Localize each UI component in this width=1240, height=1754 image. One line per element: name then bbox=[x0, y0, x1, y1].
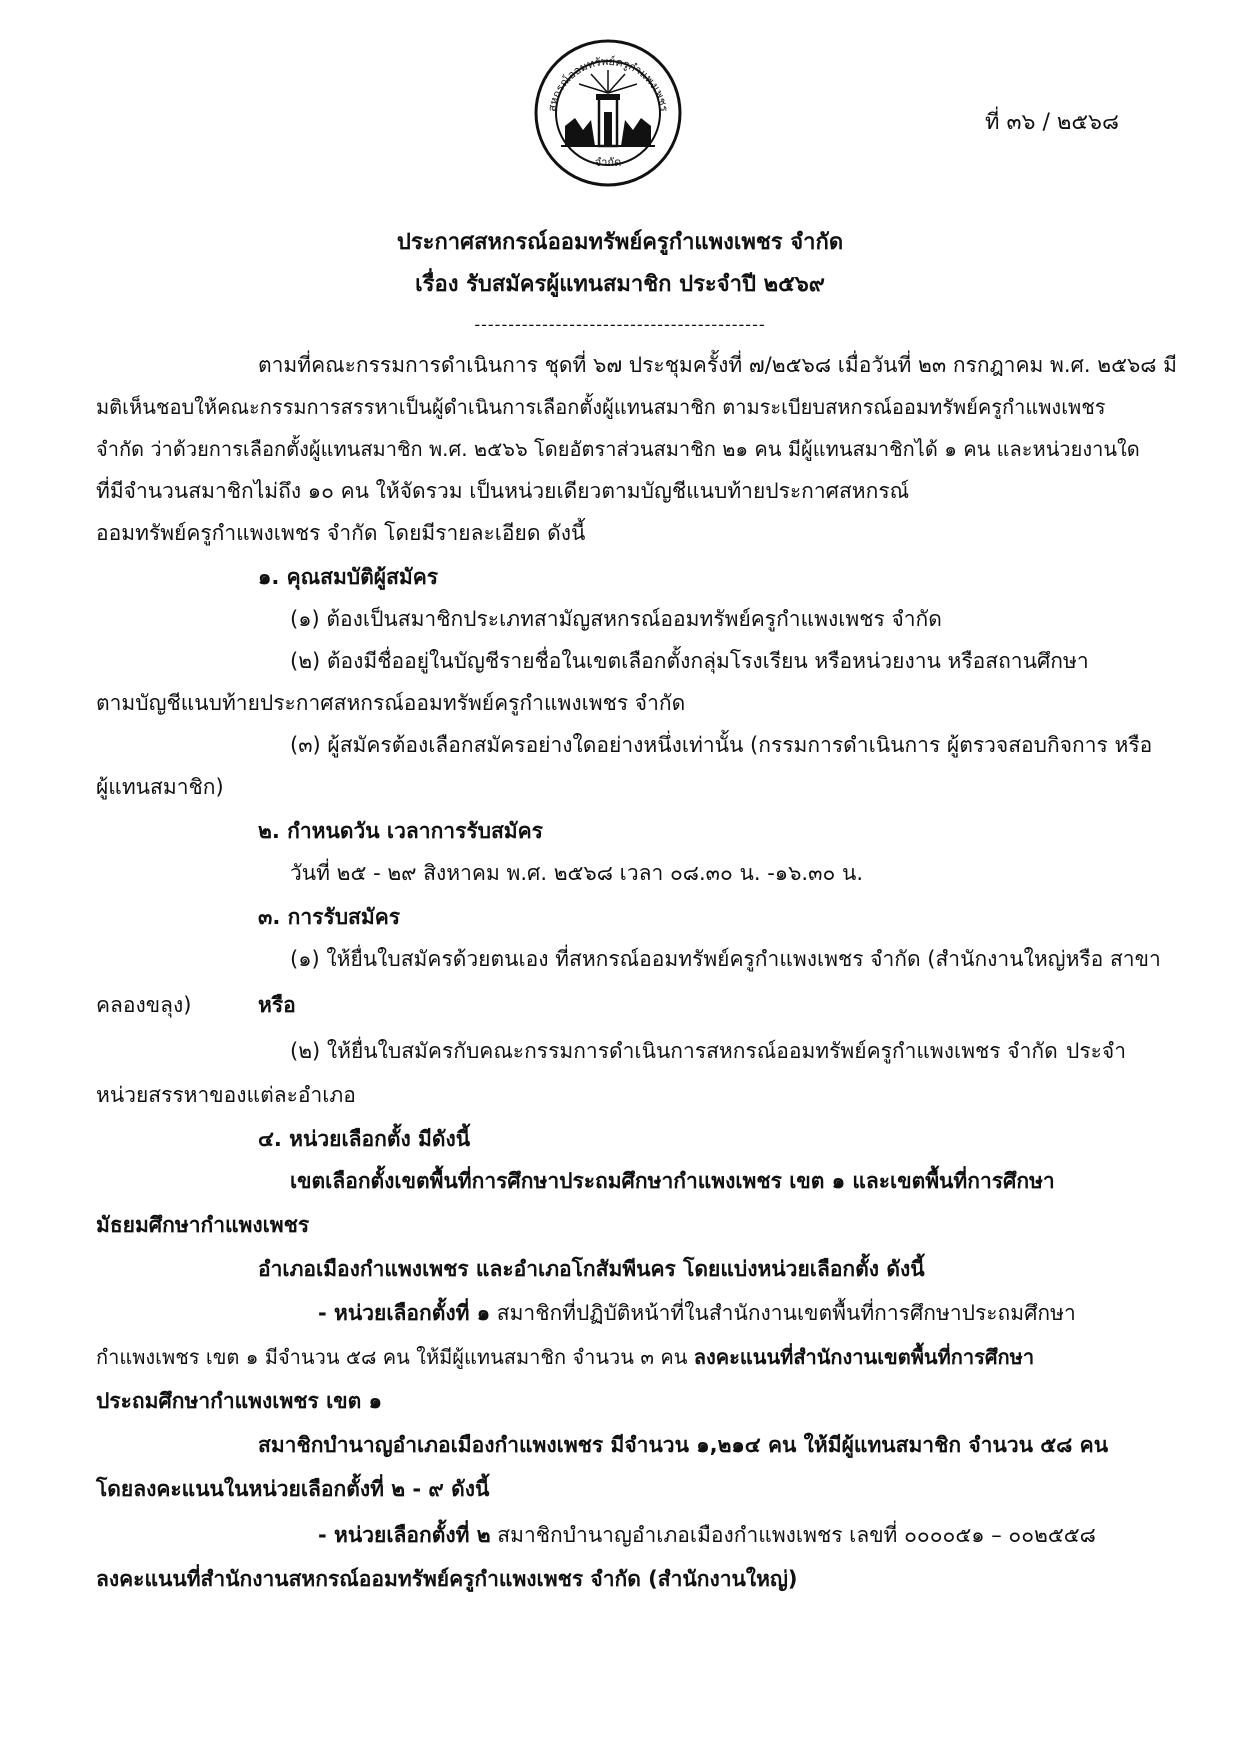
s4-unit-1-label: - หน่วยเลือกตั้งที่ ๑ bbox=[318, 1301, 491, 1325]
intro-line-1: ตามที่คณะกรรมการดำเนินการ ชุดที่ ๖๗ ประชุมครั้งที่ ๗/๒๕๖๘ เมื่อวันที่ ๒๓ กรกฎาคม พ.ศ. ๒๕๖๘ มี bbox=[258, 353, 1178, 377]
s4-unit-2-line-2: ลงคะแนนที่สำนักงานสหกรณ์ออมทรัพย์ครูกำแพงเพชร จำกัด (สำนักงานใหญ่) bbox=[96, 1567, 798, 1591]
logo-bottom-text: จำกัด bbox=[594, 156, 622, 169]
s4-unit-1-text: สมาชิกที่ปฏิบัติหน้าที่ในสำนักงานเขตพื้นที่การศึกษาประถมศึกษา bbox=[496, 1301, 1076, 1325]
s4-unit-2-line-1 bbox=[318, 1520, 1096, 1550]
section-4-heading: ๔. หน่วยเลือกตั้ง มีดังนี้ bbox=[258, 1127, 471, 1151]
section-2-heading: ๒. กำหนดวัน เวลาการรับสมัคร bbox=[258, 819, 543, 843]
s1-item-3b: ผู้แทนสมาชิก) bbox=[96, 775, 224, 799]
s4-unit-1-line-2-bold: ลงคะแนนที่สำนักงานเขตพื้นที่การศึกษา bbox=[693, 1345, 1035, 1369]
s3-item-1a: (๑) ให้ยื่นใบสมัครด้วยตนเอง ที่สหกรณ์ออมทรัพย์ครูกำแพงเพชร จำกัด (สำนักงานใหญ่หรือ สาขา bbox=[290, 947, 1161, 971]
s1-item-2a: (๒) ต้องมีชื่ออยู่ในบัญชีรายชื่อในเขตเลือกตั้งกลุ่มโรงเรียน หรือหน่วยงาน หรือสถานศึกษา bbox=[290, 649, 1089, 673]
s4-unit-2-label: - หน่วยเลือกตั้งที่ ๒ bbox=[318, 1523, 491, 1547]
document-number: ที่ ๓๖ / ๒๕๖๘ bbox=[985, 110, 1119, 135]
s4-zone-a: เขตเลือกตั้งเขตพื้นที่การศึกษาประถมศึกษากำแพงเพชร เขต ๑ และเขตพื้นที่การศึกษา bbox=[290, 1169, 1055, 1193]
s1-item-3a: (๓) ผู้สมัครต้องเลือกสมัครอย่างใดอย่างหนึ่งเท่านั้น (กรรมการดำเนินการ ผู้ตรวจสอบกิจการ หรือ bbox=[290, 733, 1153, 757]
title-separator: ------------------------------------------- bbox=[474, 315, 766, 334]
s3-or: หรือ bbox=[258, 993, 296, 1017]
announcement-subject: เรื่อง รับสมัครผู้แทนสมาชิก ประจำปี ๒๕๖๙ bbox=[415, 272, 825, 297]
s4-zone-b: มัธยมศึกษากำแพงเพชร bbox=[96, 1213, 310, 1237]
s3-item-2a: (๒) ให้ยื่นใบสมัครกับคณะกรรมการดำเนินการสหกรณ์ออมทรัพย์ครูกำแพงเพชร จำกัด bbox=[290, 1039, 1058, 1063]
intro-line-4: ที่มีจำนวนสมาชิกไม่ถึง ๑๐ คน ให้จัดรวม เป็นหน่วยเดียวตามบัญชีแนบท้ายประกาศสหกรณ์ bbox=[96, 479, 910, 503]
intro-line-3: จำกัด ว่าด้วยการเลือกตั้งผู้แทนสมาชิก พ.ศ. ๒๕๖๖ โดยอัตราส่วนสมาชิก ๒๑ คน มีผู้แทนสมาชิกได้ ๑ คน และหน่วยงานใด bbox=[96, 437, 1140, 461]
svg-text:สหกรณ์ออมทรัพย์ครูกำแพงเพชร: สหกรณ์ออมทรัพย์ครูกำแพงเพชร bbox=[545, 54, 671, 113]
s4-pension-a: สมาชิกบำนาญอำเภอเมืองกำแพงเพชร มีจำนวน ๑,๒๑๔ คน ให้มีผู้แทนสมาชิก จำนวน ๕๘ คน bbox=[258, 1433, 1109, 1457]
s3-item-1b: คลองขลุง) bbox=[96, 993, 192, 1017]
announcement-title: ประกาศสหกรณ์ออมทรัพย์ครูกำแพงเพชร จำกัด bbox=[396, 230, 844, 255]
s4-district: อำเภอเมืองกำแพงเพชร และอำเภอโกสัมพีนคร โดยแบ่งหน่วยเลือกตั้ง ดังนี้ bbox=[258, 1257, 925, 1281]
s4-unit-1-line-1 bbox=[318, 1298, 1076, 1328]
s3-item-2b: หน่วยสรรหาของแต่ละอำเภอ bbox=[96, 1083, 356, 1107]
intro-line-2: มติเห็นชอบให้คณะกรรมการสรรหาเป็นผู้ดำเนินการเลือกตั้งผู้แทนสมาชิก ตามระเบียบสหกรณ์ออมทรัพย์ครูกำแพงเพชร bbox=[96, 395, 1106, 419]
s1-item-1: (๑) ต้องเป็นสมาชิกประเภทสามัญสหกรณ์ออมทรัพย์ครูกำแพงเพชร จำกัด bbox=[290, 607, 942, 631]
s4-unit-1-line-2 bbox=[96, 1342, 1034, 1372]
s3-item-2a-tail: ประจำ bbox=[1066, 1039, 1126, 1063]
s1-item-2b: ตามบัญชีแนบท้ายประกาศสหกรณ์ออมทรัพย์ครูกำแพงเพชร จำกัด bbox=[96, 691, 686, 715]
s4-unit-1-line-3: ประถมศึกษากำแพงเพชร เขต ๑ bbox=[96, 1389, 382, 1413]
section-3-heading: ๓. การรับสมัคร bbox=[258, 905, 401, 929]
section-1-heading: ๑. คุณสมบัติผู้สมัคร bbox=[258, 565, 439, 589]
s2-date-time: วันที่ ๒๕ - ๒๙ สิงหาคม พ.ศ. ๒๕๖๘ เวลา ๐๘.๓๐ น. -๑๖.๓๐ น. bbox=[290, 861, 863, 885]
s4-unit-2-text: สมาชิกบำนาญอำเภอเมืองกำแพงเพชร เลขที่ ๐๐๐๐๕๑ – ๐๐๒๕๕๘ bbox=[497, 1523, 1096, 1547]
s4-pension-b: โดยลงคะแนนในหน่วยเลือกตั้งที่ ๒ - ๙ ดังนี้ bbox=[96, 1477, 490, 1501]
intro-line-5: ออมทรัพย์ครูกำแพงเพชร จำกัด โดยมีรายละเอียด ดังนี้ bbox=[96, 521, 586, 545]
cooperative-seal-logo bbox=[533, 38, 683, 188]
s4-unit-1-line-2-plain: กำแพงเพชร เขต ๑ มีจำนวน ๕๘ คน ให้มีผู้แทนสมาชิก จำนวน ๓ คน bbox=[96, 1345, 688, 1369]
